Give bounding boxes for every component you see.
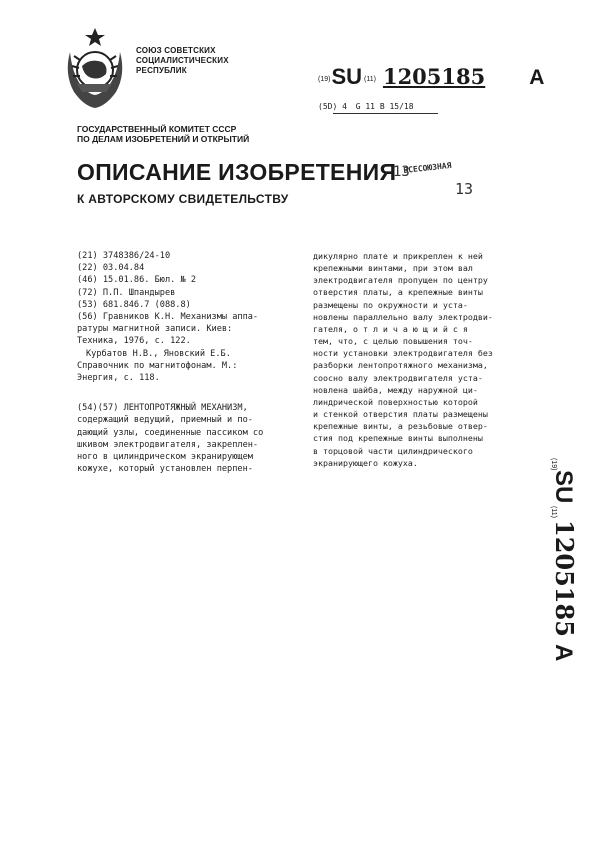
stamp-text: ВСЕСОЮЗНАЯ <box>403 160 452 175</box>
country-code: SU <box>331 64 363 89</box>
stamp-number: 13 <box>393 164 410 180</box>
abstract-line: отверстия платы, а крепежные винты <box>313 287 483 298</box>
spine-code-11: (11) <box>550 506 557 518</box>
abstract-line: тем, что, с целью повышения точ- <box>313 336 473 347</box>
document-subtitle: К АВТОРСКОМУ СВИДЕТЕЛЬСТВУ <box>77 192 289 206</box>
kind-code: A <box>529 66 545 89</box>
abstract-line: линдрической поверхностью которой <box>313 396 478 407</box>
abstract-line: (54)(57) ЛЕНТОПРОТЯЖНЫЙ МЕХАНИЗМ, <box>77 403 248 414</box>
abstract-line: ности установки электродвигателя без <box>313 348 493 359</box>
union-line: РЕСПУБЛИК <box>136 66 187 75</box>
abstract-line: стия под крепежные винты выполнены <box>313 433 483 444</box>
left-column <box>77 250 299 475</box>
abstract-line: дикулярно плате и прикреплен к ней <box>313 251 483 261</box>
biblio-line: ратуры магнитной записи. Киев: <box>77 324 233 335</box>
abstract-line: размещены по окружности и уста- <box>313 299 468 310</box>
biblio-line: (22) 03.04.84 <box>77 263 145 274</box>
biblio-line: Техника, 1976, с. 122. <box>77 336 191 347</box>
ipc-value: G 11 B 15/18 <box>355 102 414 111</box>
spine-identifier <box>542 458 582 678</box>
abstract-line: экранирующего кожуха. <box>313 457 418 468</box>
biblio-line: (56) Гравников К.Н. Механизмы аппа- <box>77 312 259 323</box>
spine-kind: A <box>550 644 577 662</box>
document-title: ОПИСАНИЕ ИЗОБРЕТЕНИЯ <box>77 159 397 185</box>
code-19: (19) <box>318 76 331 84</box>
library-stamp <box>393 160 501 216</box>
committee-line: ГОСУДАРСТВЕННЫЙ КОМИТЕТ СССР <box>77 124 237 134</box>
spine-country: SU <box>550 470 577 504</box>
stamp-number: 13 <box>455 180 474 198</box>
committee-line: ПО ДЕЛАМ ИЗОБРЕТЕНИЙ И ОТКРЫТИЙ <box>77 134 250 144</box>
patent-identifier <box>318 64 544 90</box>
abstract-line: новлены параллельно валу электродви- <box>313 311 493 322</box>
abstract-line: и стенкой отверстия платы размещены <box>313 409 488 420</box>
union-line: СОЦИАЛИСТИЧЕСКИХ <box>136 56 229 65</box>
abstract-line: шкивом электродвигателя, закреплен- <box>77 439 259 450</box>
ipc-code: (5D) 4 <box>318 102 347 111</box>
biblio-line: (72) П.П. Шпандырев <box>77 287 176 298</box>
biblio-line: Справочник по магнитофонам. М.: <box>77 360 238 371</box>
abstract-line: гателя, о т л и ч а ю щ и й с я <box>313 323 468 334</box>
patent-number: 1205185 <box>382 64 486 89</box>
ipc-classification <box>318 102 414 111</box>
code-11: (11) <box>364 76 376 84</box>
biblio-line: Энергия, с. 118. <box>77 373 160 384</box>
abstract-line: кожухе, который установлен перпен- <box>77 464 253 475</box>
abstract-line: в торцовой части цилиндрического <box>313 445 473 456</box>
ipc-underline <box>333 113 438 114</box>
abstract-line: новлена шайба, между наружной ци- <box>313 384 478 395</box>
biblio-line: Курбатов Н.В., Яновский Е.Б. <box>86 348 231 359</box>
abstract-line: крепежными винтами, при этом вал <box>313 263 473 274</box>
biblio-line: (46) 15.01.86. Бюл. № 2 <box>77 275 196 286</box>
abstract-line: электродвигателя пропущен по центру <box>313 275 488 286</box>
abstract-line: ного в цилиндрическом экранирующем <box>77 452 253 463</box>
spine-number: 1205185 <box>550 520 579 637</box>
biblio-line: (21) 3748386/24-10 <box>77 251 171 261</box>
abstract-line: содержащий ведущий, приемный и по- <box>77 415 253 426</box>
union-name <box>136 46 229 76</box>
abstract-line: дающий узлы, соединенные пассиком со <box>77 427 264 438</box>
union-line: СОЮЗ СОВЕТСКИХ <box>136 46 216 55</box>
biblio-line: (53) 681.846.7 (088.8) <box>77 299 191 310</box>
abstract-line: разборки лентопротяжного механизма, <box>313 360 488 371</box>
spine-code-19: (19) <box>550 458 557 471</box>
ussr-emblem-icon <box>60 22 130 114</box>
state-committee <box>77 124 249 144</box>
abstract-line: крепежные винты, а резьбовые отвер- <box>313 421 488 432</box>
abstract-line: соосно валу электродвигателя уста- <box>313 372 483 383</box>
right-column <box>313 250 529 469</box>
